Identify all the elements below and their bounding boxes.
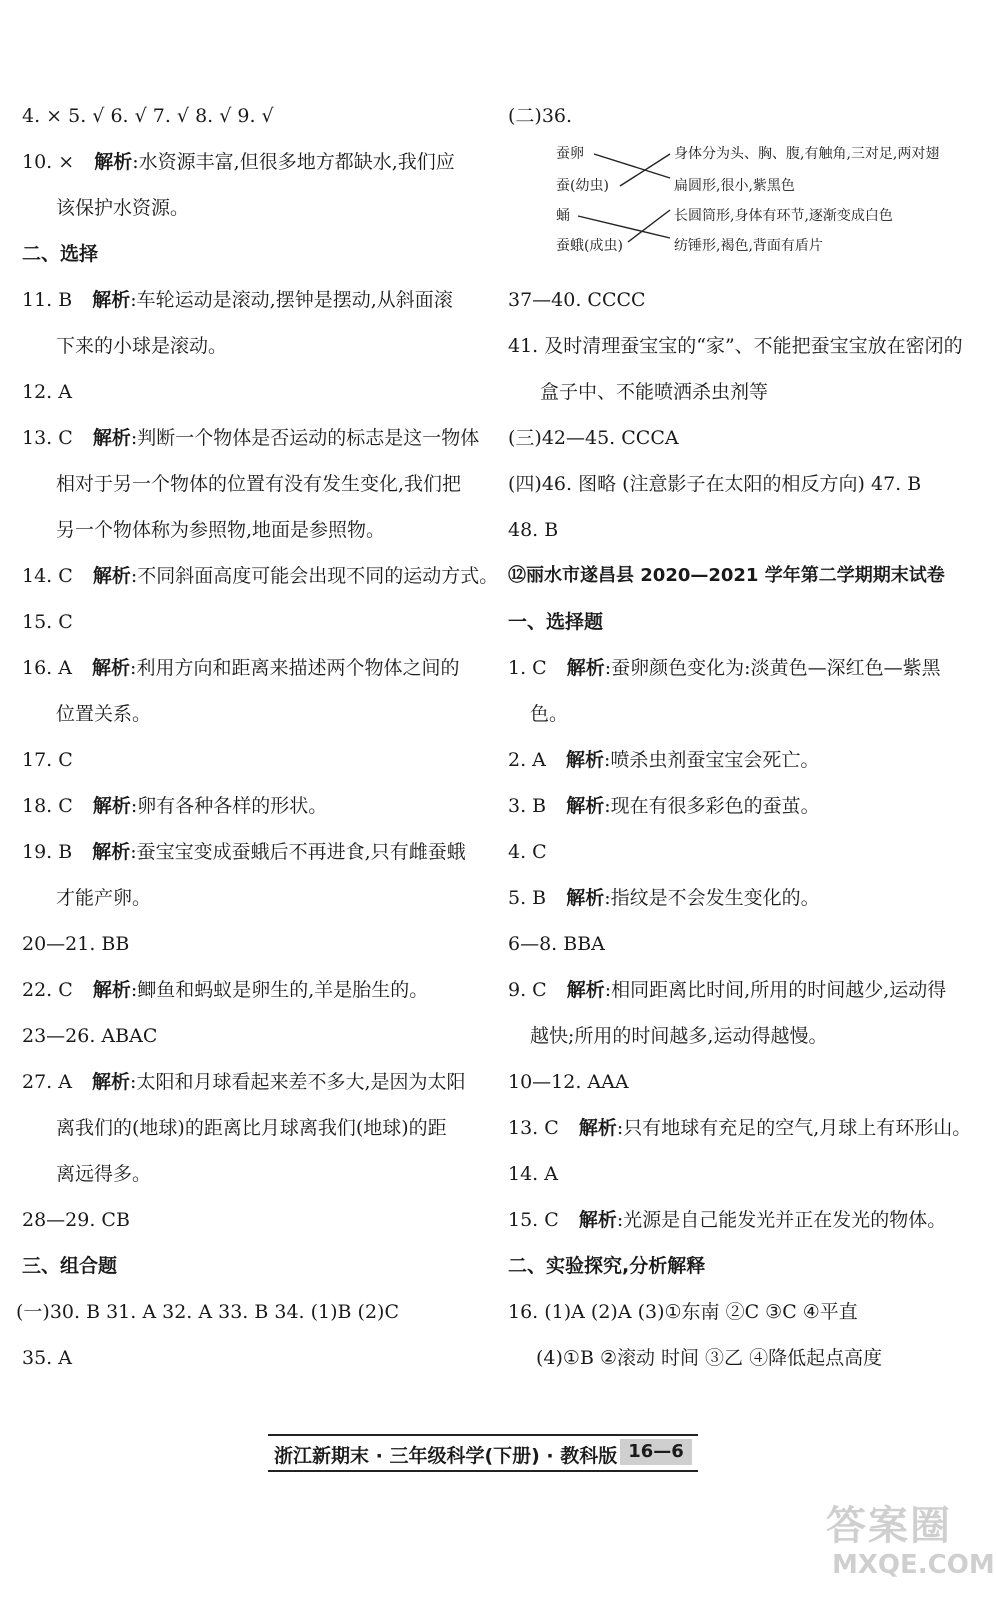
- answer-line-13: [22, 426, 479, 450]
- stage-pupa: 蛹: [556, 208, 570, 224]
- analysis-label: 解析: [566, 795, 605, 817]
- answer-line-r10-12: 10—12. AAA: [508, 1071, 629, 1093]
- r15-answer: 15. C: [508, 1209, 559, 1231]
- analysis-label: 解析: [92, 841, 131, 863]
- answer-line-r13: [508, 1116, 971, 1140]
- q18-explanation: :卵有各种各样的形状。: [130, 795, 328, 817]
- answer-line-10: [22, 150, 455, 174]
- answer-line-15: 15. C: [22, 611, 73, 633]
- stage-egg: 蚕卵: [556, 146, 584, 162]
- analysis-label: 解析: [578, 1209, 617, 1231]
- desc-pupa: 纺锤形,褐色,背面有盾片: [674, 238, 823, 254]
- analysis-label: 解析: [92, 427, 131, 449]
- answer-line-r1: [508, 656, 941, 680]
- r3-explanation: :现在有很多彩色的蚕茧。: [604, 795, 820, 817]
- r9-explanation: :相同距离比时间,所用的时间越少,运动得: [604, 979, 947, 1001]
- desc-larva: 长圆筒形,身体有环节,逐渐变成白色: [674, 208, 893, 224]
- q14-answer: 14. C: [22, 565, 73, 587]
- analysis-label: 解析: [92, 565, 131, 587]
- watermark-logo: [820, 1490, 995, 1590]
- q11-explanation: :车轮运动是滚动,摆钟是摆动,从斜面滚: [130, 289, 453, 311]
- q11-answer: 11. B: [22, 289, 73, 311]
- r15-explanation: :光源是自己能发光并正在发光的物体。: [616, 1209, 947, 1231]
- r3-answer: 3. B: [508, 795, 547, 817]
- answer-line-48: 48. B: [508, 519, 559, 541]
- footer-book-title: 浙江新期末 · 三年级科学(下册) · 教科版: [274, 1445, 618, 1467]
- q22-explanation: :鲫鱼和蚂蚁是卵生的,羊是胎生的。: [130, 979, 429, 1001]
- answer-line-r9: [508, 978, 946, 1002]
- r5-answer: 5. B: [508, 887, 547, 909]
- answer-line-4-9: 4. × 5. √ 6. √ 7. √ 8. √ 9. √: [22, 105, 274, 127]
- analysis-label: 解析: [92, 795, 131, 817]
- answer-line-23-26: 23—26. ABAC: [22, 1025, 158, 1047]
- stage-adult: 蚕蛾(成虫): [556, 238, 623, 254]
- answer-line-r9-cont: 越快;所用的时间越多,运动得越慢。: [530, 1025, 828, 1047]
- answer-line-27-cont1: 离我们的(地球)的距离比月球离我们(地球)的距: [56, 1117, 447, 1139]
- q14-explanation: :不同斜面高度可能会出现不同的运动方式。: [130, 565, 499, 587]
- match-line-1: [594, 154, 670, 178]
- r2-explanation: :喷杀虫剂蚕宝宝会死亡。: [603, 749, 820, 771]
- page-footer: [268, 1434, 698, 1472]
- watermark-url: MXQE.COM: [832, 1550, 995, 1580]
- answer-line-35: 35. A: [22, 1347, 72, 1369]
- q10-answer: 10. ×: [22, 151, 75, 173]
- answer-line-13-cont2: 另一个物体称为参照物,地面是参照物。: [56, 519, 386, 541]
- answer-line-10-cont: 该保护水资源。: [56, 197, 190, 219]
- answer-line-37-40: 37—40. CCCC: [508, 289, 646, 311]
- answer-line-r2: [508, 748, 819, 772]
- answer-line-r3: [508, 794, 820, 818]
- answer-line-19: [22, 840, 466, 864]
- answer-line-17: 17. C: [22, 749, 73, 771]
- q19-explanation: :蚕宝宝变成蚕蛾后不再进食,只有雌蚕蛾: [130, 841, 466, 863]
- section-heading-experiment: 二、实验探究,分析解释: [508, 1255, 706, 1277]
- answer-line-14: [22, 564, 498, 588]
- q22-answer: 22. C: [22, 979, 73, 1001]
- answer-line-r1-cont: 色。: [530, 703, 569, 725]
- q27-explanation: :太阳和月球看起来差不多大,是因为太阳: [130, 1071, 466, 1093]
- answer-line-group2: (二)36.: [508, 105, 573, 127]
- section-heading-combo: 三、组合题: [22, 1255, 118, 1277]
- answer-line-r6-8: 6—8. BBA: [508, 933, 605, 955]
- desc-adult: 身体分为头、胸、腹,有触角,三对足,两对翅: [674, 146, 940, 162]
- analysis-label: 解析: [92, 289, 131, 311]
- r13-explanation: :只有地球有充足的空气,月球上有环形山。: [616, 1117, 972, 1139]
- q13-explanation: :判断一个物体是否运动的标志是这一物体: [130, 427, 480, 449]
- r2-answer: 2. A: [508, 749, 546, 771]
- footer-page-number: 16—6: [620, 1439, 692, 1465]
- answer-line-11: [22, 288, 453, 312]
- q27-answer: 27. A: [22, 1071, 72, 1093]
- r9-answer: 9. C: [508, 979, 547, 1001]
- analysis-label: 解析: [94, 151, 133, 173]
- r1-explanation: :蚕卵颜色变化为:淡黄色—深红色—紫黑: [604, 657, 941, 679]
- section-heading-choice: 二、选择: [22, 243, 99, 265]
- analysis-label: 解析: [565, 749, 604, 771]
- q18-answer: 18. C: [22, 795, 73, 817]
- answer-line-22: [22, 978, 428, 1002]
- answer-line-28-29: 28—29. CB: [22, 1209, 130, 1231]
- answer-line-r5: [508, 886, 820, 910]
- answer-line-16: [22, 656, 459, 680]
- stage-larva: 蚕(幼虫): [556, 178, 609, 194]
- answer-line-12: 12. A: [22, 381, 72, 403]
- desc-egg: 扁圆形,很小,紫黑色: [674, 178, 795, 194]
- answer-line-group3: (三)42—45. CCCA: [508, 427, 679, 449]
- analysis-label: 解析: [92, 1071, 131, 1093]
- q13-answer: 13. C: [22, 427, 73, 449]
- answer-line-19-cont: 才能产卵。: [56, 887, 152, 909]
- analysis-label: 解析: [566, 887, 605, 909]
- q10-explanation: :水资源丰富,但很多地方都缺水,我们应: [132, 151, 455, 173]
- answer-line-20-21: 20—21. BB: [22, 933, 130, 955]
- watermark-text: 答案圈: [826, 1503, 952, 1549]
- answer-line-r16-cont: (4)①B ②滚动 时间 ③乙 ④降低起点高度: [536, 1347, 883, 1369]
- answer-line-41: 41. 及时清理蚕宝宝的“家”、不能把蚕宝宝放在密闭的: [508, 335, 963, 357]
- answer-line-16-cont: 位置关系。: [56, 703, 152, 725]
- answer-line-41-cont: 盒子中、不能喷洒杀虫剂等: [540, 381, 769, 403]
- answer-line-r15: [508, 1208, 946, 1232]
- answer-line-r14: 14. A: [508, 1163, 558, 1185]
- answer-line-group1: (一)30. B 31. A 32. A 33. B 34. (1)B (2)C: [16, 1301, 399, 1323]
- analysis-label: 解析: [92, 979, 131, 1001]
- analysis-label: 解析: [92, 657, 131, 679]
- answer-line-r16: 16. (1)A (2)A (3)①东南 ②C ③C ④平直: [508, 1301, 858, 1323]
- q16-answer: 16. A: [22, 657, 72, 679]
- answer-line-13-cont1: 相对于另一个物体的位置有没有发生变化,我们把: [56, 473, 462, 495]
- r5-explanation: :指纹是不会发生变化的。: [604, 887, 820, 909]
- answer-line-27-cont2: 离远得多。: [56, 1163, 152, 1185]
- q19-answer: 19. B: [22, 841, 73, 863]
- section-heading-choice-2: 一、选择题: [508, 611, 604, 633]
- analysis-label: 解析: [578, 1117, 617, 1139]
- analysis-label: 解析: [566, 979, 605, 1001]
- match-line-2: [620, 154, 670, 186]
- exam-title: ⑫丽水市遂昌县 2020—2021 学年第二学期期末试卷: [508, 565, 945, 586]
- analysis-label: 解析: [566, 657, 605, 679]
- match-line-3: [578, 216, 670, 238]
- answer-line-18: [22, 794, 327, 818]
- q16-explanation: :利用方向和距离来描述两个物体之间的: [130, 657, 460, 679]
- answer-line-group4: (四)46. 图略 (注意影子在太阳的相反方向) 47. B: [508, 473, 922, 495]
- r1-answer: 1. C: [508, 657, 547, 679]
- answer-line-r4: 4. C: [508, 841, 547, 863]
- answer-line-27: [22, 1070, 466, 1094]
- r13-answer: 13. C: [508, 1117, 559, 1139]
- answer-line-11-cont: 下来的小球是滚动。: [56, 335, 228, 357]
